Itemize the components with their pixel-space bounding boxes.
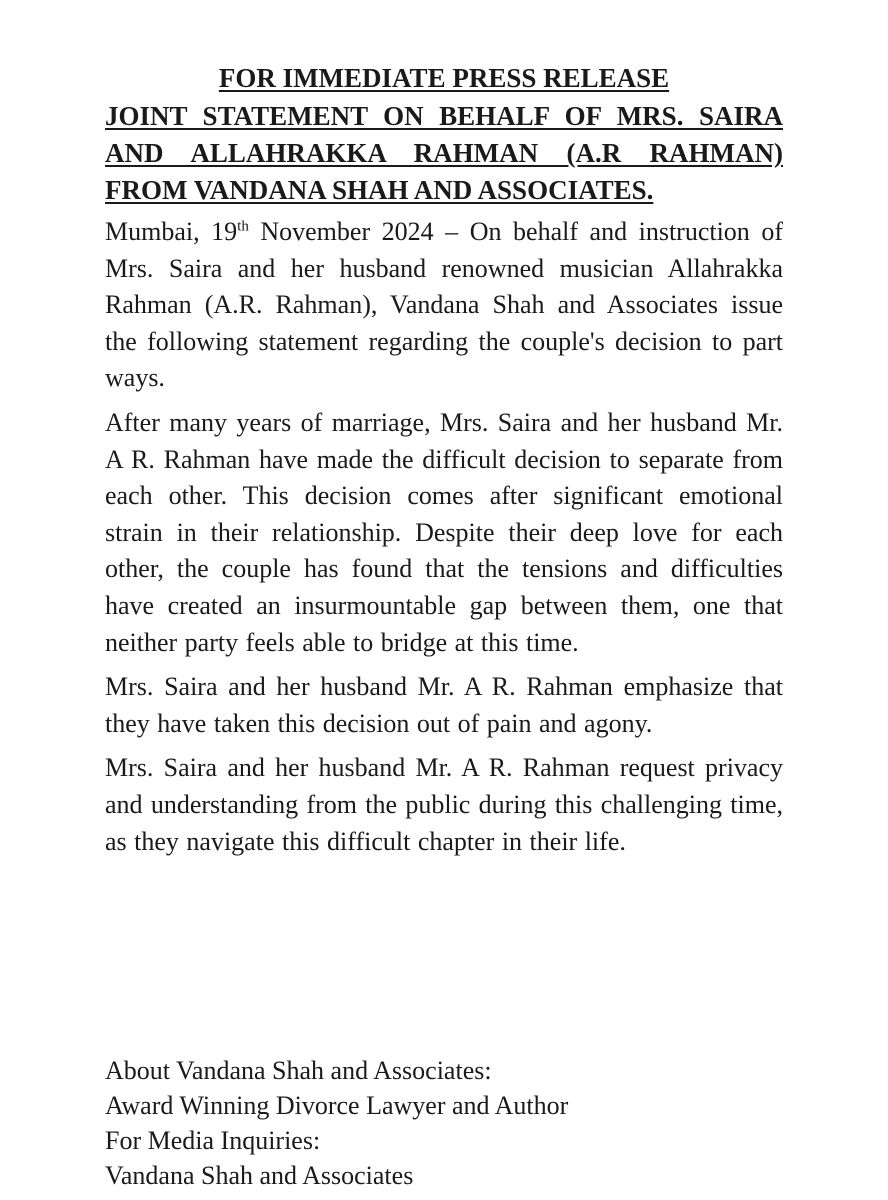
media-inquiries-label: For Media Inquiries: [105, 1126, 321, 1155]
dateline-city-day: Mumbai, 19 [105, 217, 238, 246]
emphasis-paragraph: Mrs. Saira and her husband Mr. A R. Rahman emphasize that they have taken this decision out of pain and agony. [105, 672, 783, 738]
dateline-text: November 2024 – On behalf and instruction of Mrs. Saira and her husband renowned musician Allahrakka Rahman (A.R. Rahman), Vandana Shah and Associates issue the following statement regarding the couple's decision to part ways. [105, 217, 784, 393]
about-section [105, 1053, 805, 1193]
media-contact-name: Vandana Shah and Associates [105, 1161, 414, 1190]
about-description: Award Winning Divorce Lawyer and Author [105, 1091, 569, 1120]
press-release-body [105, 58, 783, 868]
privacy-request-paragraph: Mrs. Saira and her husband Mr. A R. Rahman request privacy and understanding from the public during this challenging time, as they navigate this difficult chapter in their life. [105, 753, 783, 856]
about-heading: About Vandana Shah and Associates: [105, 1056, 492, 1085]
date-ordinal-suffix: th [237, 218, 249, 235]
dateline-paragraph [105, 214, 783, 397]
release-heading: FOR IMMEDIATE PRESS RELEASE [218, 63, 670, 93]
joint-statement-title: JOINT STATEMENT ON BEHALF OF MRS. SAIRA AND ALLAHRAKKA RAHMAN (A.R RAHMAN) FROM VANDANA SHAH AND ASSOCIATES. [105, 101, 783, 205]
separation-paragraph: After many years of marriage, Mrs. Saira and her husband Mr. A R. Rahman have made the difficult decision to separate from each other. This decision comes after significant emotional strain in their relationship. Despite their deep love for each other, the couple has found that the tensions and difficulties have created an insurmountable gap between them, one that neither party feels able to bridge at this time. [105, 407, 783, 657]
